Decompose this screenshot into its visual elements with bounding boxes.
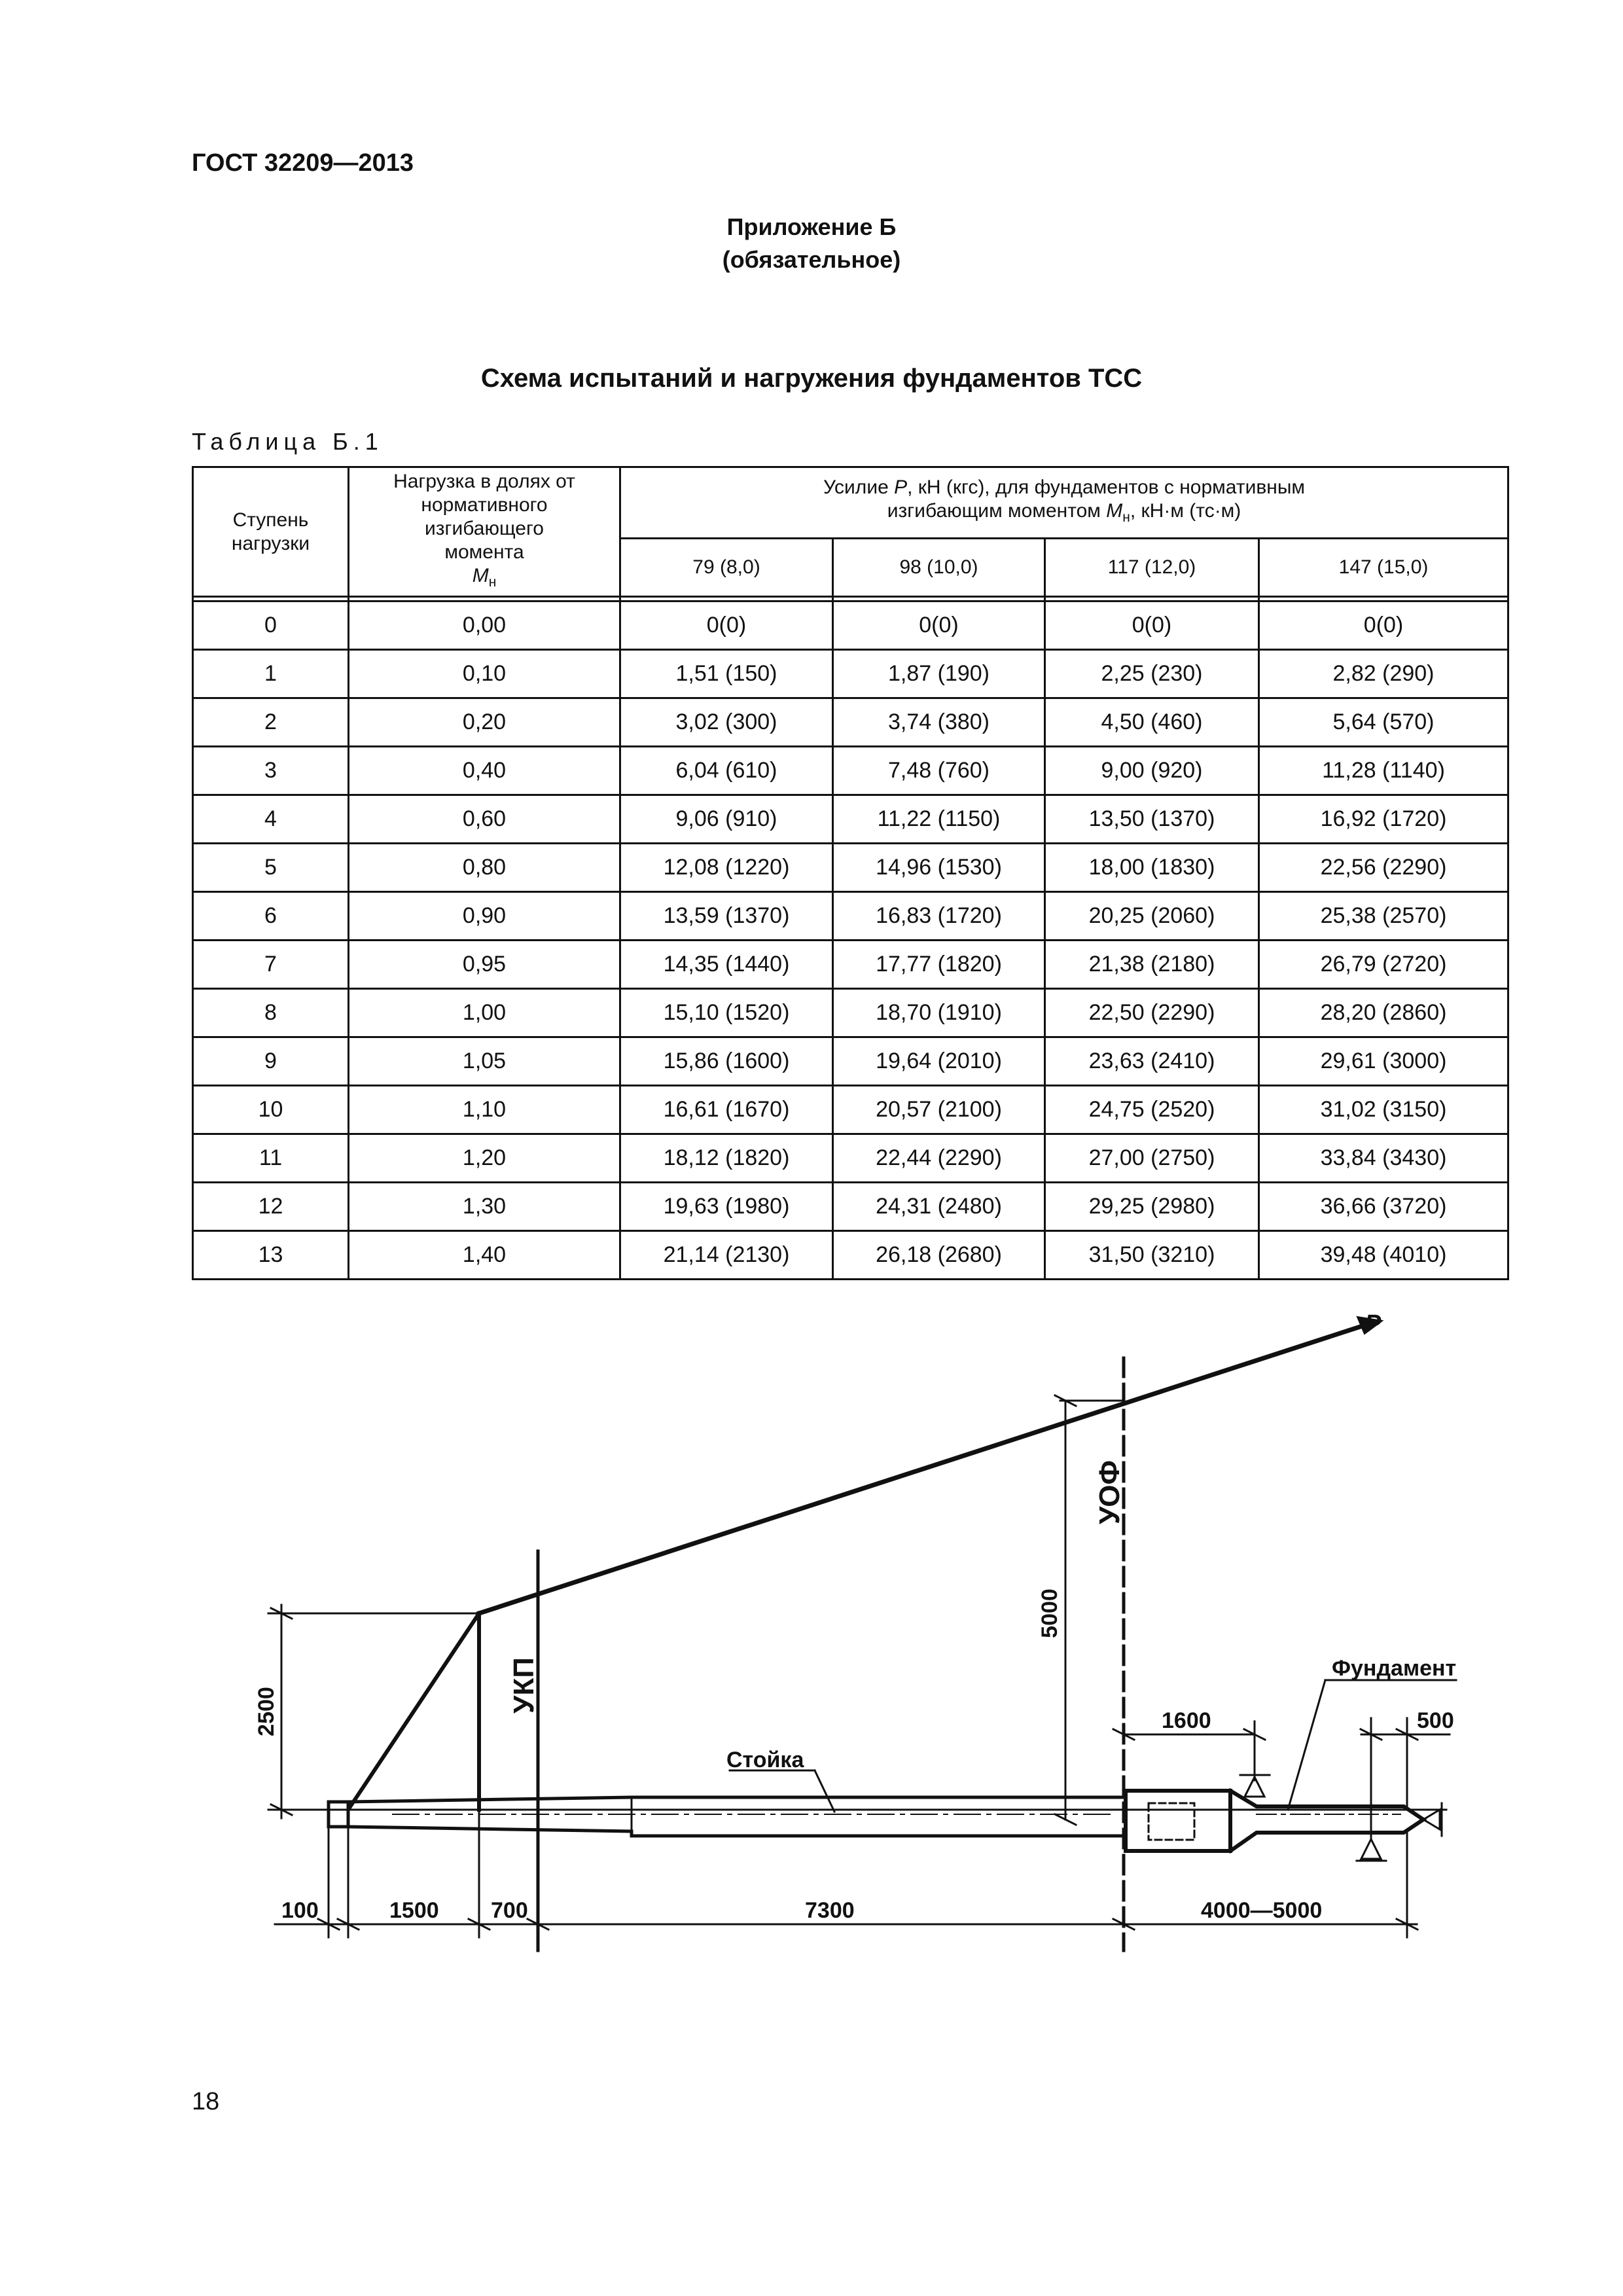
cell-f1: 9,06 (910) [620,795,833,844]
cell-stage: 5 [193,844,349,892]
load-table-container [192,466,1507,1280]
table-row [193,1086,1508,1134]
load-table [192,466,1509,1280]
cell-share: 1,00 [349,989,620,1037]
cell-stage: 8 [193,989,349,1037]
table-row [193,1134,1508,1183]
cell-share: 1,10 [349,1086,620,1134]
cell-stage: 4 [193,795,349,844]
cell-share: 0,60 [349,795,620,844]
supports [1240,1775,1442,1861]
cell-f1: 16,61 (1670) [620,1086,833,1134]
cell-stage: 7 [193,941,349,989]
cell-share: 0,20 [349,698,620,747]
cell-f2: 26,18 (2680) [833,1231,1045,1280]
cell-f4: 36,66 (3720) [1259,1183,1508,1231]
force-text-a: Усилие [823,476,889,498]
cell-share: 1,05 [349,1037,620,1086]
cell-share: 0,90 [349,892,620,941]
header-moment-117: 117 (12,0) [1045,539,1259,597]
cell-f3: 4,50 (460) [1045,698,1259,747]
cell-f1: 19,63 (1980) [620,1183,833,1231]
cell-f2: 19,64 (2010) [833,1037,1045,1086]
annex-status: (обязательное) [722,246,901,273]
force-text-c: , кН·м (тс·м) [1130,500,1241,522]
dim-1500-label: 1500 [389,1898,439,1923]
cell-f4: 22,56 (2290) [1259,844,1508,892]
cell-f3: 27,00 (2750) [1045,1134,1259,1183]
table-row [193,747,1508,795]
table-row [193,1183,1508,1231]
cell-f4: 31,02 (3150) [1259,1086,1508,1134]
cell-share: 1,20 [349,1134,620,1183]
cell-stage: 10 [193,1086,349,1134]
cell-share: 0,80 [349,844,620,892]
foundation-label: Фундамент [1332,1656,1457,1681]
cell-f1: 13,59 (1370) [620,892,833,941]
header-moment-147: 147 (15,0) [1259,539,1508,597]
dimension-2500 [268,1605,479,1818]
cell-stage: 11 [193,1134,349,1183]
cell-f2: 7,48 (760) [833,747,1045,795]
cell-f4: 5,64 (570) [1259,698,1508,747]
force-symbol: P [894,476,908,498]
dim-5000-label: 5000 [1037,1588,1062,1638]
cell-share: 1,30 [349,1183,620,1231]
dim-2500-label: 2500 [254,1687,279,1736]
header-stage-text: Ступень нагрузки [231,509,310,554]
cell-share: 1,40 [349,1231,620,1280]
table-row [193,844,1508,892]
header-moment-79: 79 (8,0) [620,539,833,597]
cell-f1: 18,12 (1820) [620,1134,833,1183]
table-caption: Таблица Б.1 [192,428,383,455]
cell-f1: 12,08 (1220) [620,844,833,892]
force-moment-subscript: н [1122,510,1130,525]
cell-f2: 3,74 (380) [833,698,1045,747]
table-row [193,1231,1508,1280]
cell-f4: 11,28 (1140) [1259,747,1508,795]
cell-f3: 18,00 (1830) [1045,844,1259,892]
cell-f1: 0(0) [620,601,833,650]
table-row [193,989,1508,1037]
cell-share: 0,95 [349,941,620,989]
cell-share: 0,40 [349,747,620,795]
schema-title: Схема испытаний и нагружения фундаментов ТСС [480,364,1143,393]
cell-f3: 29,25 (2980) [1045,1183,1259,1231]
cell-f2: 17,77 (1820) [833,941,1045,989]
dimension-5000 [1055,1395,1124,1825]
dim-4000-5000-label: 4000—5000 [1201,1898,1323,1923]
header-force-text [621,476,1507,529]
force-label: P [1364,1310,1382,1338]
frame-diagonal [348,1613,479,1810]
cell-f3: 23,63 (2410) [1045,1037,1259,1086]
table-row [193,941,1508,989]
cell-f2: 0(0) [833,601,1045,650]
cell-f2: 16,83 (1720) [833,892,1045,941]
document-code: ГОСТ 32209—2013 [192,149,414,177]
cable-line [479,1322,1374,1613]
cell-stage: 6 [193,892,349,941]
cell-f4: 26,79 (2720) [1259,941,1508,989]
post-label: Стойка [726,1748,804,1772]
cell-f3: 21,38 (2180) [1045,941,1259,989]
table-row [193,1037,1508,1086]
foundation-socket [1149,1803,1194,1840]
table-body [193,597,1508,1280]
cell-share: 0,10 [349,650,620,698]
table-row [193,601,1508,650]
table-row [193,892,1508,941]
page-number: 18 [192,2088,220,2115]
cell-f1: 1,51 (150) [620,650,833,698]
cell-f4: 33,84 (3430) [1259,1134,1508,1183]
table-row [193,795,1508,844]
annex-heading [0,211,1623,276]
post-leader [815,1770,834,1812]
cell-stage: 1 [193,650,349,698]
frame [348,1613,479,1810]
table-row [193,698,1508,747]
force-text-b: , кН (кгс), для фундаментов с нормативным изгибающим моментом [887,476,1306,522]
post [329,1797,1126,1836]
cell-f1: 15,10 (1520) [620,989,833,1037]
post-top-edge [348,1797,1126,1802]
post-bottom-edge [348,1827,1126,1836]
cell-f3: 24,75 (2520) [1045,1086,1259,1134]
dim-1600-label: 1600 [1162,1708,1211,1733]
cell-f3: 20,25 (2060) [1045,892,1259,941]
cell-f2: 20,57 (2100) [833,1086,1045,1134]
cell-f2: 24,31 (2480) [833,1183,1045,1231]
cell-f4: 16,92 (1720) [1259,795,1508,844]
test-scheme-diagram [0,1283,1623,2003]
dim-100-label: 100 [281,1898,319,1923]
cell-f1: 15,86 (1600) [620,1037,833,1086]
post-tip [329,1802,348,1827]
dim-700-label: 700 [491,1898,528,1923]
cell-f3: 9,00 (920) [1045,747,1259,795]
foundation-leader [1288,1680,1325,1810]
foundation-body [1230,1791,1423,1851]
dimension-500 [1361,1718,1450,1839]
uof-label: УОФ [1094,1460,1126,1525]
cell-f2: 14,96 (1530) [833,844,1045,892]
cell-stage: 13 [193,1231,349,1280]
moment-symbol: M [472,564,489,586]
cell-f2: 11,22 (1150) [833,795,1045,844]
annex-title: Приложение Б [726,213,897,240]
header-share [349,467,620,597]
cell-f3: 13,50 (1370) [1045,795,1259,844]
dim-7300-label: 7300 [805,1898,855,1923]
cell-f4: 28,20 (2860) [1259,989,1508,1037]
foundation [1126,1791,1423,1851]
cell-f4: 25,38 (2570) [1259,892,1508,941]
header-moment-98: 98 (10,0) [833,539,1045,597]
cell-f3: 22,50 (2290) [1045,989,1259,1037]
header-separator [193,597,1508,601]
cell-f2: 22,44 (2290) [833,1134,1045,1183]
cell-stage: 2 [193,698,349,747]
header-force [620,467,1508,539]
support-bottom [1361,1839,1381,1859]
cell-f1: 21,14 (2130) [620,1231,833,1280]
cell-f1: 3,02 (300) [620,698,833,747]
cell-stage: 9 [193,1037,349,1086]
cell-f4: 29,61 (3000) [1259,1037,1508,1086]
header-stage [193,467,349,597]
force-moment-symbol: M [1106,500,1123,522]
ukp-label: УКП [508,1657,540,1713]
table-row [193,650,1508,698]
foundation-head [1126,1791,1230,1851]
header-share-symbol [349,564,619,594]
cell-f1: 6,04 (610) [620,747,833,795]
cell-f4: 2,82 (290) [1259,650,1508,698]
cell-f4: 39,48 (4010) [1259,1231,1508,1280]
cell-f3: 31,50 (3210) [1045,1231,1259,1280]
cell-stage: 3 [193,747,349,795]
cell-f3: 2,25 (230) [1045,650,1259,698]
cell-f2: 1,87 (190) [833,650,1045,698]
cell-f4: 0(0) [1259,601,1508,650]
cell-f3: 0(0) [1045,601,1259,650]
cell-stage: 0 [193,601,349,650]
load-line [479,1317,1382,1613]
cell-share: 0,00 [349,601,620,650]
cell-f2: 18,70 (1910) [833,989,1045,1037]
cell-stage: 12 [193,1183,349,1231]
header-share-text: Нагрузка в долях от нормативного изгибающего момента [393,470,575,563]
moment-subscript: н [488,574,497,590]
dim-500-label: 500 [1417,1708,1454,1733]
cell-f1: 14,35 (1440) [620,941,833,989]
